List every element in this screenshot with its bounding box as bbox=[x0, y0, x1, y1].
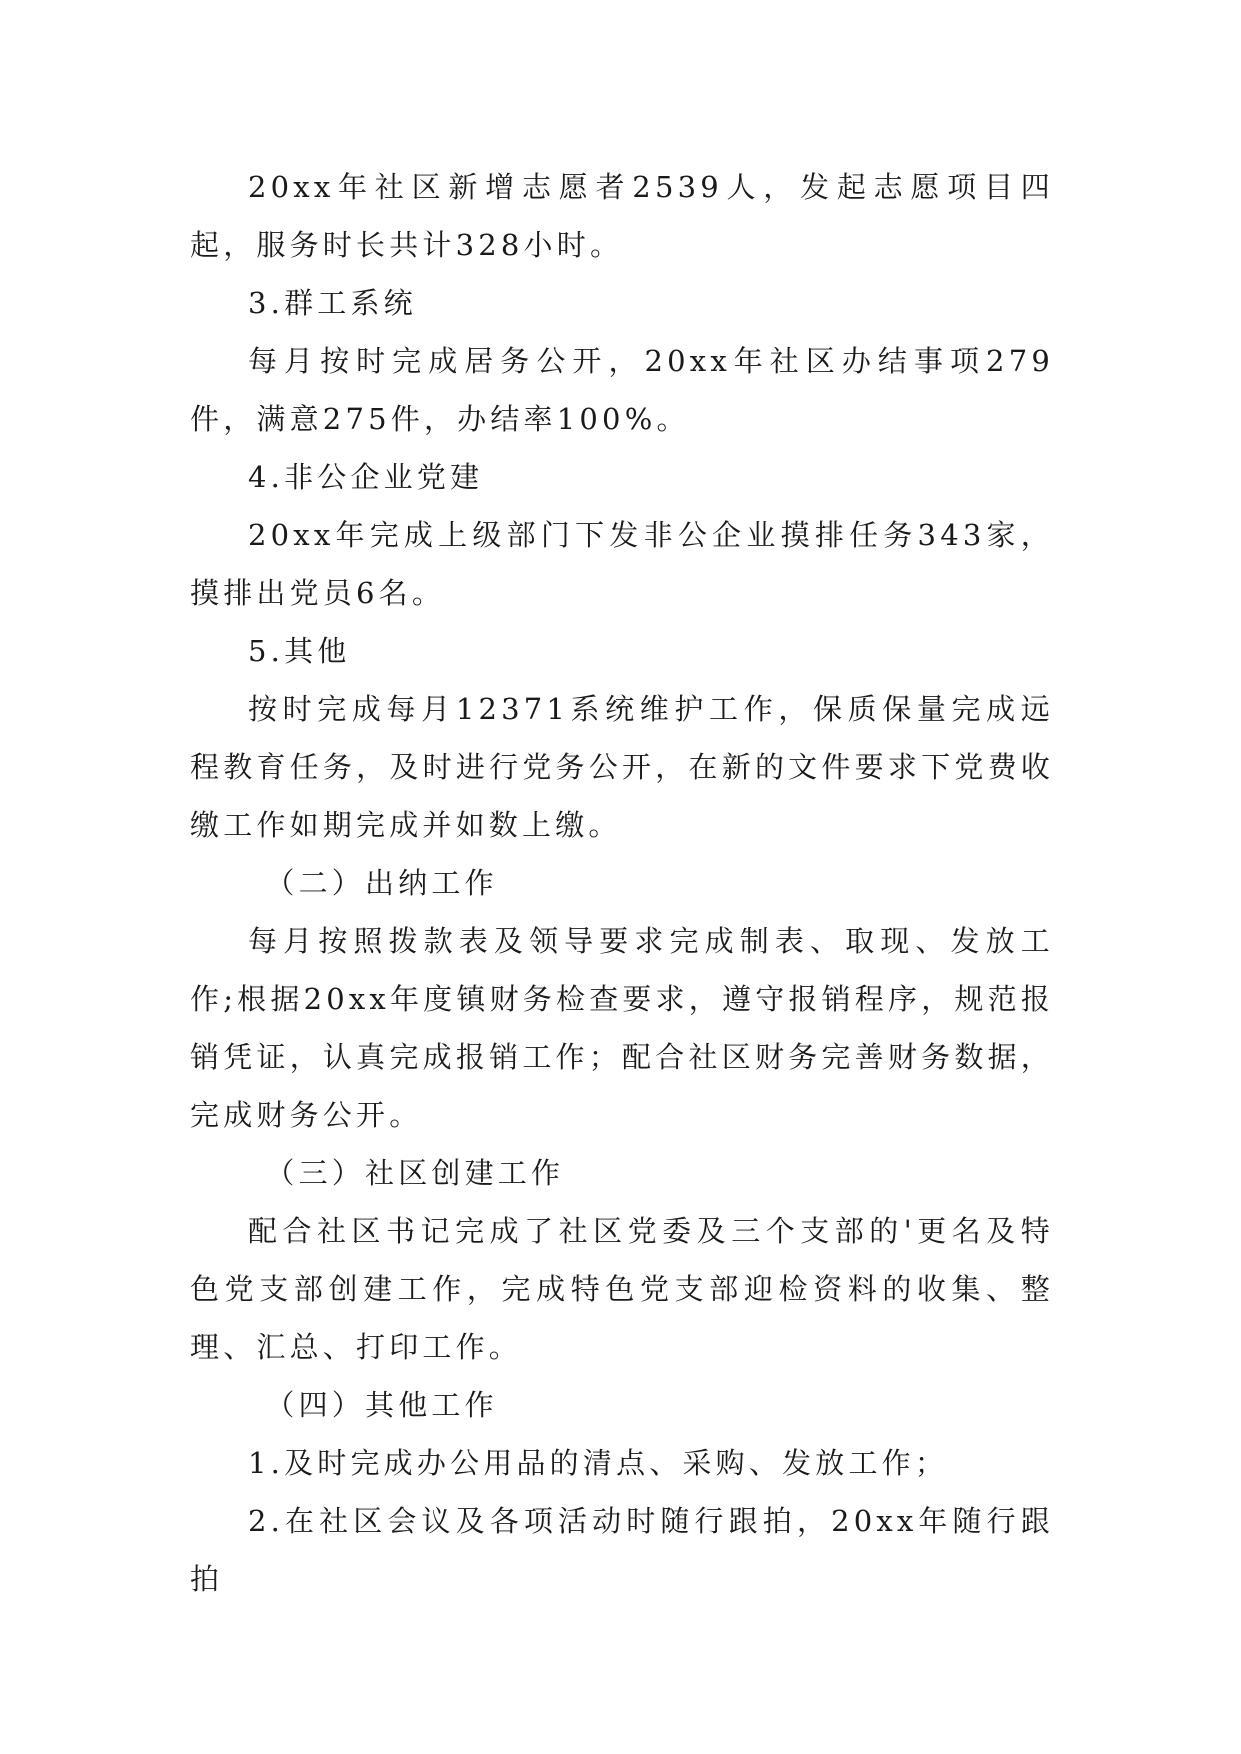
list-item-office-supplies: 1.及时完成办公用品的清点、采购、发放工作； bbox=[248, 1446, 949, 1480]
list-item-photography: 2.在社区会议及各项活动时随行跟拍，20xx年随行跟拍 bbox=[190, 1504, 1054, 1596]
paragraph-mass-work: 每月按时完成居务公开，20xx年社区办结事项279件，满意275件，办结率100%。 bbox=[190, 344, 1054, 436]
document-body bbox=[190, 158, 1054, 1608]
paragraph-community-building: 配合社区书记完成了社区党委及三个支部的'更名及特色党支部创建工作，完成特色党支部迎检资料的收集、整理、汇总、打印工作。 bbox=[190, 1214, 1054, 1364]
paragraph-cashier: 每月按照拨款表及领导要求完成制表、取现、发放工作;根据20xx年度镇财务检查要求，遵守报销程序，规范报销凭证，认真完成报销工作；配合社区财务完善财务数据，完成财务公开。 bbox=[190, 924, 1054, 1132]
section-heading-other-work: （四）其他工作 bbox=[265, 1388, 498, 1422]
section-heading-cashier: （二）出纳工作 bbox=[265, 866, 498, 900]
section-heading-community-building: （三）社区创建工作 bbox=[265, 1156, 565, 1190]
section-heading-other: 5.其他 bbox=[248, 634, 351, 668]
section-heading-nonpublic-party: 4.非公企业党建 bbox=[248, 460, 484, 494]
paragraph-other: 按时完成每月12371系统维护工作，保质保量完成远程教育任务，及时进行党务公开，在新的文件要求下党费收缴工作如期完成并如数上缴。 bbox=[190, 692, 1054, 842]
paragraph-volunteers: 20xx年社区新增志愿者2539人，发起志愿项目四起，服务时长共计328小时。 bbox=[190, 170, 1054, 262]
paragraph-nonpublic-party: 20xx年完成上级部门下发非公企业摸排任务343家，摸排出党员6名。 bbox=[190, 518, 1054, 610]
section-heading-mass-work: 3.群工系统 bbox=[248, 286, 417, 320]
